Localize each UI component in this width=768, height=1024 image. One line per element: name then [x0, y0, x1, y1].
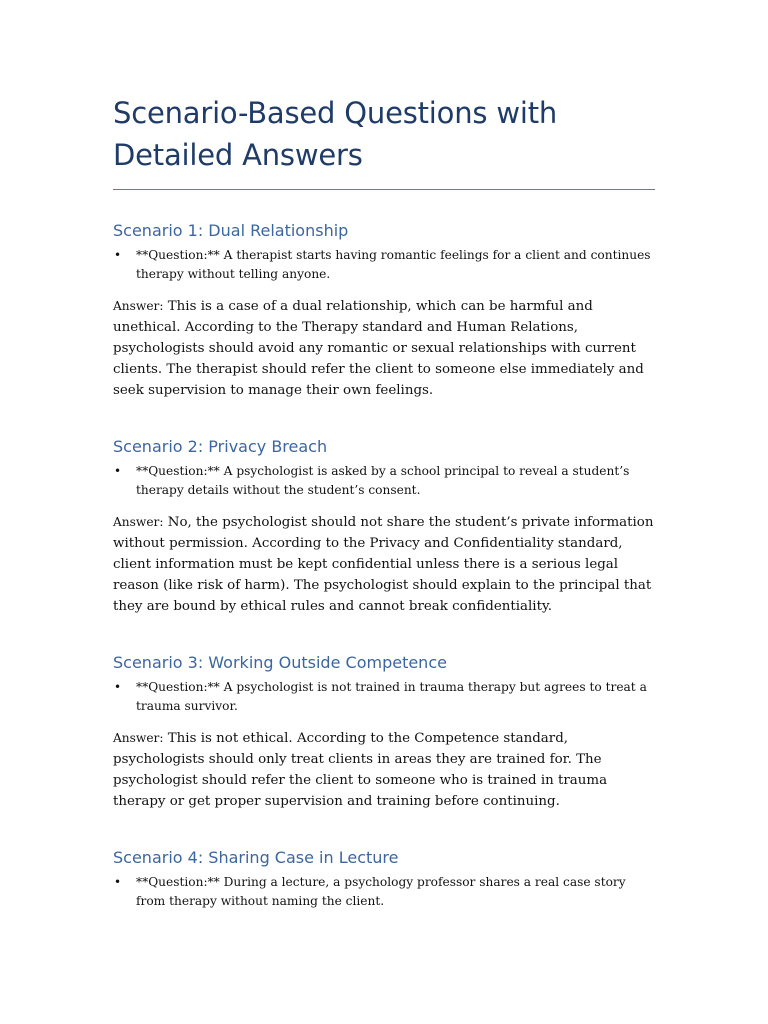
answer-label: Answer:: [113, 515, 164, 529]
answer-paragraph: [113, 512, 655, 617]
question-bullet: [113, 246, 655, 284]
document-title: Scenario-Based Questions with Detailed Answers: [113, 96, 558, 172]
document-page: [113, 92, 655, 911]
answer-text: This is a case of a dual relationship, which can be harmful and unethical. According to the Therapy standard and Human Relations, psychologists should avoid any romantic or sexual relationships with current clients. The therapist should refer the client to someone else immediately and seek supervision to manage their own feelings.: [113, 299, 644, 398]
question-bullet: [113, 873, 655, 911]
question-bullet: [113, 462, 655, 500]
bullet-icon: •: [114, 680, 122, 694]
answer-label: Answer:: [113, 731, 164, 745]
answer-text: No, the psychologist should not share the student’s private information without permission. According to the Privacy and Confidentiality standard, client information must be kept confidential unless there is a serious legal reason (like risk of harm). The psychologist should explain to the principal that they are bound by ethical rules and cannot break confidentiality.: [113, 515, 654, 614]
answer-paragraph: [113, 728, 655, 812]
scenario-section-4: [113, 848, 655, 911]
scenario-section-3: [113, 653, 655, 812]
bullet-icon: •: [114, 248, 122, 262]
question-text: **Question:** A psychologist is asked by a school principal to reveal a student’s therapy details without the student’s consent.: [136, 464, 630, 497]
question-text: **Question:** A psychologist is not trained in trauma therapy but agrees to treat a trauma survivor.: [136, 680, 647, 713]
scenario-heading: Scenario 3: Working Outside Competence: [113, 653, 447, 672]
answer-label: Answer:: [113, 299, 164, 313]
scenario-section-1: [113, 221, 655, 401]
bullet-icon: •: [114, 875, 122, 889]
bullet-icon: •: [114, 464, 122, 478]
title-underline: [113, 189, 655, 190]
question-bullet: [113, 678, 655, 716]
scenario-heading: Scenario 2: Privacy Breach: [113, 437, 328, 456]
scenario-section-2: [113, 437, 655, 617]
answer-paragraph: [113, 296, 655, 401]
question-text: **Question:** A therapist starts having romantic feelings for a client and continues therapy without telling anyone.: [136, 248, 651, 281]
scenario-heading: Scenario 4: Sharing Case in Lecture: [113, 848, 399, 867]
answer-text: This is not ethical. According to the Competence standard, psychologists should only treat clients in areas they are trained for. The psychologist should refer the client to someone who is trained in trauma therapy or get proper supervision and training before continuing.: [113, 731, 608, 809]
question-text: **Question:** During a lecture, a psychology professor shares a real case story from therapy without naming the client.: [136, 875, 626, 908]
scenario-heading: Scenario 1: Dual Relationship: [113, 221, 349, 240]
